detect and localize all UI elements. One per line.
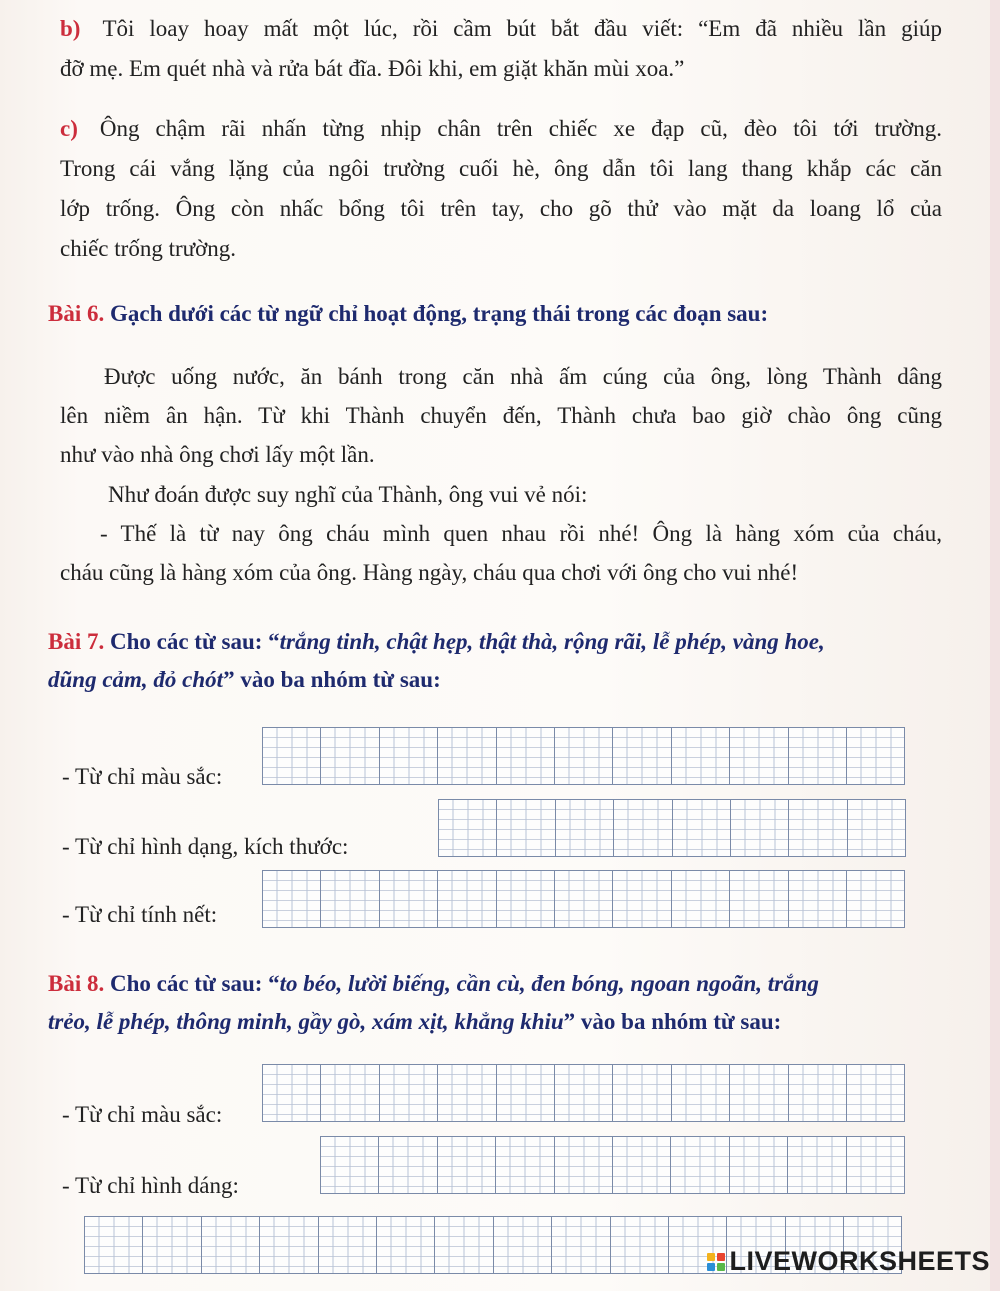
- bai8-answer-grid-shape[interactable]: [320, 1136, 905, 1194]
- grid-cell[interactable]: [202, 1216, 260, 1274]
- grid-cell[interactable]: [263, 727, 321, 785]
- page-edge: [990, 0, 1000, 1291]
- grid-cell[interactable]: [143, 1216, 201, 1274]
- grid-cell[interactable]: [85, 1216, 143, 1274]
- grid-cell[interactable]: [494, 1216, 552, 1274]
- grid-cell[interactable]: [380, 727, 438, 785]
- grid-cell[interactable]: [788, 1136, 846, 1194]
- grid-cell[interactable]: [789, 799, 847, 857]
- grid-cell[interactable]: [671, 1136, 729, 1194]
- liveworksheets-logo-text: LIVEWORKSHEETS: [729, 1246, 990, 1276]
- grid-cell[interactable]: [847, 870, 905, 928]
- grid-cell[interactable]: [380, 870, 438, 928]
- grid-cell[interactable]: [789, 870, 847, 928]
- para-c-line-2: Trong cái vắng lặng của ngôi trường cuối hè, ông dẫn tôi lang thang khắp các căn: [60, 156, 942, 181]
- grid-cell[interactable]: [496, 1136, 554, 1194]
- grid-cell[interactable]: [613, 1136, 671, 1194]
- grid-cell[interactable]: [380, 1064, 438, 1122]
- bai7-heading-line-1: [48, 622, 958, 662]
- grid-cell[interactable]: [260, 1216, 318, 1274]
- bai7-answer-grid-color[interactable]: [262, 727, 905, 785]
- grid-cell[interactable]: [263, 870, 321, 928]
- grid-cell[interactable]: [847, 1136, 905, 1194]
- grid-cell[interactable]: [847, 727, 905, 785]
- grid-cell[interactable]: [848, 799, 906, 857]
- bai7-row-color-label: - Từ chỉ màu sắc:: [62, 764, 223, 789]
- para-c-text: Ông chậm rãi nhấn từng nhịp chân trên chiếc xe đạp cũ, đèo tôi tới trường.: [99, 116, 942, 141]
- grid-cell[interactable]: [438, 870, 496, 928]
- grid-cell[interactable]: [672, 870, 730, 928]
- para-b-line-2: đỡ mẹ. Em quét nhà và rửa bát đĩa. Đôi khi, em giặt khăn mùi xoa.”: [60, 56, 685, 81]
- bai7-answer-grid-shape[interactable]: [438, 799, 906, 857]
- grid-cell[interactable]: [613, 1064, 671, 1122]
- bai8-words-line-2: trẻo, lễ phép, thông minh, gầy gò, xám xịt, khẳng khiu: [48, 1009, 564, 1034]
- bai7-words-line-1: trắng tinh, chật hẹp, thật thà, rộng rãi, lễ phép, vàng hoe,: [279, 629, 825, 654]
- grid-cell[interactable]: [263, 1064, 321, 1122]
- grid-cell[interactable]: [614, 799, 672, 857]
- grid-cell[interactable]: [377, 1216, 435, 1274]
- grid-cell[interactable]: [438, 727, 496, 785]
- para-c-line-1: [60, 109, 942, 149]
- bai6-p3-line-1: - Thế là từ nay ông cháu mình quen nhau rồi nhé! Ông là hàng xóm của cháu,: [100, 521, 942, 546]
- grid-cell[interactable]: [321, 870, 379, 928]
- grid-cell[interactable]: [672, 1064, 730, 1122]
- para-c-marker: c): [60, 116, 78, 141]
- bai8-label: Bài 8.: [48, 971, 105, 996]
- bai8-heading-prefix: Cho các từ sau: “: [109, 971, 280, 996]
- liveworksheets-logo: [707, 1246, 990, 1277]
- grid-cell[interactable]: [497, 799, 555, 857]
- grid-cell[interactable]: [847, 1064, 905, 1122]
- bai6-p1-line-2: lên niềm ân hận. Từ khi Thành chuyển đến, Thành chưa bao giờ chào ông cũng: [60, 403, 942, 428]
- bai8-row-color-label: - Từ chỉ màu sắc:: [62, 1102, 223, 1127]
- para-b-marker: b): [60, 16, 81, 41]
- grid-cell[interactable]: [730, 1064, 788, 1122]
- bai7-answer-grid-character[interactable]: [262, 870, 905, 928]
- grid-cell[interactable]: [321, 1136, 379, 1194]
- bai8-words-line-1: to béo, lười biếng, cần cù, đen bóng, ngoan ngoãn, trắng: [279, 971, 819, 996]
- grid-cell[interactable]: [730, 870, 788, 928]
- grid-cell[interactable]: [555, 727, 613, 785]
- grid-cell[interactable]: [731, 799, 789, 857]
- bai7-words-line-2: dũng cảm, đỏ chót: [48, 667, 224, 692]
- grid-cell[interactable]: [552, 1216, 610, 1274]
- bai6-label: Bài 6.: [48, 301, 105, 326]
- bai8-heading-line-1: [48, 964, 958, 1004]
- grid-cell[interactable]: [555, 1064, 613, 1122]
- bai8-heading-suffix: ” vào ba nhóm từ sau:: [563, 1009, 782, 1034]
- bai6-p2: Như đoán được suy nghĩ của Thành, ông vui vẻ nói:: [108, 482, 588, 507]
- para-b-line-1: [60, 9, 942, 49]
- grid-cell[interactable]: [497, 1064, 555, 1122]
- bai8-heading-line-2: [48, 1002, 781, 1042]
- grid-cell[interactable]: [613, 727, 671, 785]
- bai8-answer-grid-color[interactable]: [262, 1064, 905, 1122]
- bai7-row-shape-label: - Từ chỉ hình dạng, kích thước:: [62, 834, 349, 859]
- bai7-heading-prefix: Cho các từ sau: “: [109, 629, 280, 654]
- grid-cell[interactable]: [321, 1064, 379, 1122]
- grid-cell[interactable]: [321, 727, 379, 785]
- liveworksheets-logo-icon: [707, 1253, 725, 1271]
- para-b-text: Tôi loay hoay mất một lúc, rồi cầm bút bắt đầu viết: “Em đã nhiều lần giúp: [102, 16, 942, 41]
- para-c-line-4: chiếc trống trường.: [60, 236, 236, 261]
- bai8-row-shape-label: - Từ chỉ hình dáng:: [62, 1173, 239, 1198]
- grid-cell[interactable]: [672, 727, 730, 785]
- bai7-heading-line-2: [48, 660, 441, 700]
- grid-cell[interactable]: [497, 727, 555, 785]
- grid-cell[interactable]: [438, 1136, 496, 1194]
- grid-cell[interactable]: [435, 1216, 493, 1274]
- bai7-heading-suffix: ” vào ba nhóm từ sau:: [223, 667, 441, 692]
- grid-cell[interactable]: [555, 1136, 613, 1194]
- bai6-p1-line-3: như vào nhà ông chơi lấy một lần.: [60, 442, 375, 467]
- grid-cell[interactable]: [673, 799, 731, 857]
- grid-cell[interactable]: [497, 870, 555, 928]
- grid-cell[interactable]: [439, 799, 497, 857]
- bai6-p3-line-2: cháu cũng là hàng xóm của ông. Hàng ngày, cháu qua chơi với ông cho vui nhé!: [60, 560, 799, 585]
- bai6-heading-text: Gạch dưới các từ ngữ chỉ hoạt động, trạng thái trong các đoạn sau:: [109, 301, 769, 326]
- bai6-heading: [48, 294, 948, 334]
- para-c-line-3: lớp trống. Ông còn nhấc bổng tôi trên tay, cho gõ thử vào mặt da loang lổ của: [60, 196, 942, 221]
- grid-cell[interactable]: [438, 1064, 496, 1122]
- grid-cell[interactable]: [730, 727, 788, 785]
- grid-cell[interactable]: [613, 870, 671, 928]
- grid-cell[interactable]: [556, 799, 614, 857]
- grid-cell[interactable]: [555, 870, 613, 928]
- grid-cell[interactable]: [789, 1064, 847, 1122]
- bai6-p1-line-1: Được uống nước, ăn bánh trong căn nhà ấm cúng của ông, lòng Thành dâng: [104, 364, 942, 389]
- grid-cell[interactable]: [319, 1216, 377, 1274]
- grid-cell[interactable]: [379, 1136, 437, 1194]
- grid-cell[interactable]: [789, 727, 847, 785]
- grid-cell[interactable]: [730, 1136, 788, 1194]
- grid-cell[interactable]: [611, 1216, 669, 1274]
- bai7-label: Bài 7.: [48, 629, 105, 654]
- bai7-row-character-label: - Từ chỉ tính nết:: [62, 902, 218, 927]
